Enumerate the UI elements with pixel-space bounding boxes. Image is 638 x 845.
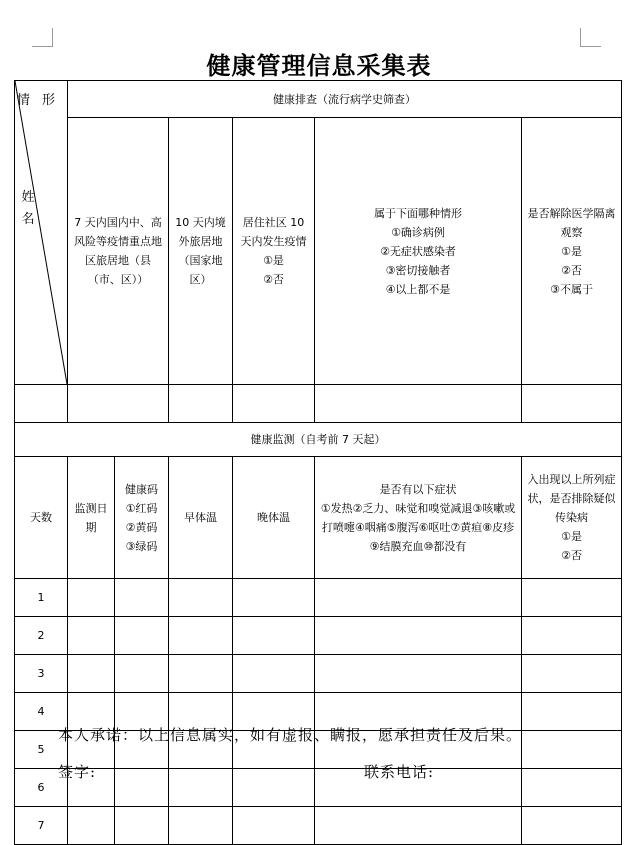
table-row [15, 579, 622, 617]
date-cell[interactable] [68, 579, 115, 617]
day-number: 4 [15, 693, 68, 731]
date-cell[interactable] [68, 655, 115, 693]
exclusion-cell[interactable] [522, 807, 622, 845]
exclusion-cell[interactable] [522, 579, 622, 617]
evening-temp-cell[interactable] [233, 579, 315, 617]
monitoring-col-exclusion: 入出现以上所列症状，是否排除疑似传染病 ①是 ②否 [522, 457, 622, 579]
morning-temp-cell[interactable] [169, 617, 233, 655]
signature-label: 签字: [58, 763, 97, 781]
monitoring-col-evening-temp: 晚体温 [233, 457, 315, 579]
evening-temp-cell[interactable] [233, 617, 315, 655]
monitoring-col-health-code: 健康码 ①红码 ②黄码 ③绿码 [115, 457, 169, 579]
entry-domestic-travel-cell[interactable] [68, 385, 169, 423]
entry-isolation-cell[interactable] [522, 385, 622, 423]
symptoms-cell[interactable] [315, 655, 522, 693]
symptoms-cell[interactable] [315, 617, 522, 655]
screening-col-isolation: 是否解除医学隔离观察 ①是 ②否 ③不属于 [522, 118, 622, 385]
screening-entry-row [15, 385, 622, 423]
screening-col-community-outbreak: 居住社区 10 天内发生疫情 ①是 ②否 [233, 118, 315, 385]
date-cell[interactable] [68, 617, 115, 655]
monitoring-col-date: 监测日期 [68, 457, 115, 579]
screening-header: 健康排查（流行病学史筛查） [68, 81, 622, 118]
page-corner-mark-right [580, 28, 601, 47]
monitoring-header: 健康监测（自考前 7 天起） [15, 423, 622, 457]
monitoring-columns-row [15, 457, 622, 579]
date-cell[interactable] [68, 807, 115, 845]
exclusion-cell[interactable] [522, 655, 622, 693]
health-code-cell[interactable] [115, 579, 169, 617]
day-number: 7 [15, 807, 68, 845]
table-row [15, 655, 622, 693]
health-code-cell[interactable] [115, 807, 169, 845]
screening-col-domestic-travel: 7 天内国内中、高风险等疫情重点地区旅居地（县（市、区）） [68, 118, 169, 385]
health-code-cell[interactable] [115, 655, 169, 693]
screening-header-row [15, 81, 622, 118]
morning-temp-cell[interactable] [169, 579, 233, 617]
diagonal-divider [15, 81, 67, 384]
day-number: 2 [15, 617, 68, 655]
exclusion-cell[interactable] [522, 693, 622, 731]
screening-col-case-type: 属于下面哪种情形 ①确诊病例 ②无症状感染者 ③密切接触者 ④以上都不是 [315, 118, 522, 385]
entry-case-type-cell[interactable] [315, 385, 522, 423]
evening-temp-cell[interactable] [233, 655, 315, 693]
health-code-cell[interactable] [115, 617, 169, 655]
day-number: 5 [15, 731, 68, 769]
morning-temp-cell[interactable] [169, 807, 233, 845]
entry-community-cell[interactable] [233, 385, 315, 423]
symptoms-cell[interactable] [315, 579, 522, 617]
corner-label-situation: 情 形 [16, 93, 59, 108]
table-row [15, 807, 622, 845]
day-number: 1 [15, 579, 68, 617]
day-number: 6 [15, 769, 68, 807]
evening-temp-cell[interactable] [233, 807, 315, 845]
monitoring-header-row [15, 423, 622, 457]
pledge-statement: 本人承诺：以上信息属实，如有虚报、瞒报，愿承担责任及后果。 [58, 726, 523, 744]
screening-columns-row [15, 118, 622, 385]
phone-label: 联系电话: [364, 763, 435, 781]
screening-col-overseas-travel: 10 天内境外旅居地（国家地区） [169, 118, 233, 385]
monitoring-col-day: 天数 [15, 457, 68, 579]
corner-header-cell [15, 81, 68, 385]
entry-name-cell[interactable] [15, 385, 68, 423]
form-title: 健康管理信息采集表 [206, 51, 432, 80]
corner-label-name: 姓名 [21, 190, 35, 227]
exclusion-cell[interactable] [522, 731, 622, 769]
entry-overseas-travel-cell[interactable] [169, 385, 233, 423]
symptoms-cell[interactable] [315, 807, 522, 845]
table-row [15, 617, 622, 655]
page-corner-mark-left [32, 28, 53, 47]
exclusion-cell[interactable] [522, 617, 622, 655]
day-number: 3 [15, 655, 68, 693]
monitoring-col-morning-temp: 早体温 [169, 457, 233, 579]
morning-temp-cell[interactable] [169, 655, 233, 693]
monitoring-col-symptoms: 是否有以下症状 ①发热②乏力、味觉和嗅觉减退③咳嗽或打喷嚏④咽痛⑤腹泻⑥呕吐⑦黄疸⑧皮疹⑨结膜充血⑩都没有 [315, 457, 522, 579]
